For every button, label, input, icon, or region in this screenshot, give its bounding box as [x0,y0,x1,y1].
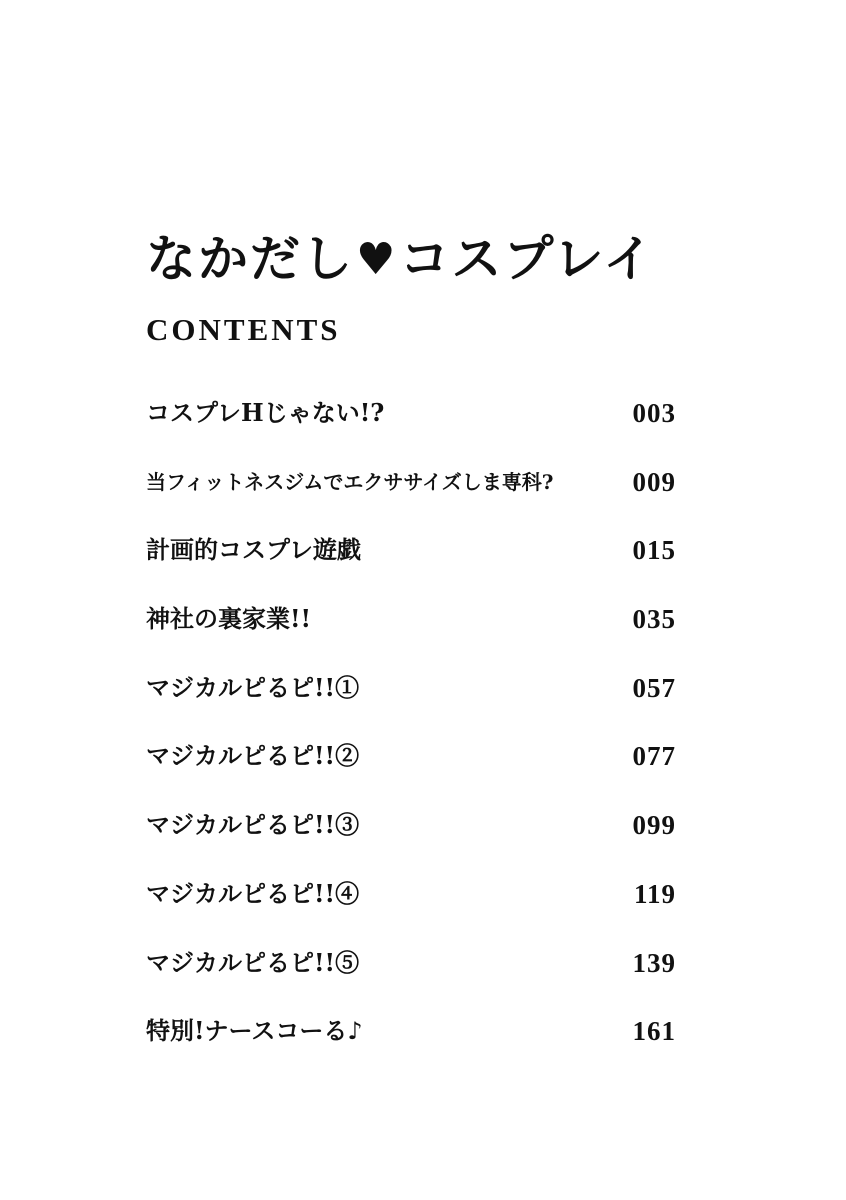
toc-entry-page: 015 [632,535,676,566]
toc-entry [146,530,676,599]
toc-entry-title: マジカルピるピ!!④ [146,878,360,908]
toc-entry-title: 神社の裏家業!! [146,604,312,634]
toc-entry [146,943,676,1012]
toc-entry [146,393,676,462]
toc-entry [146,736,676,805]
toc-entry [146,462,676,531]
toc-entry-title: マジカルピるピ!!⑤ [146,947,360,977]
toc-entry [146,805,676,874]
toc-entry-page: 139 [632,947,676,978]
toc-entry-title: マジカルピるピ!!① [146,672,360,702]
toc-entry-title: コスプレHじゃない!? [146,398,385,427]
toc-entry [146,599,676,668]
book-title: なかだし♥コスプレイ [146,228,655,288]
toc-entry-page: 161 [632,1016,676,1047]
toc-entry-page: 077 [632,741,676,772]
heart-icon: ♥ [356,233,398,285]
toc-entry-title: 特別!ナースコーる♪ [146,1016,363,1046]
toc-entry-title: マジカルピるピ!!② [146,741,360,771]
contents-heading: CONTENTS [146,312,341,347]
table-of-contents [146,393,676,1080]
toc-entry-page: 099 [632,810,676,841]
toc-entry-title: 当フィットネスジムでエクササイズしま専科? [146,469,554,494]
toc-entry-page: 119 [633,878,676,909]
toc-entry-title: マジカルピるピ!!③ [146,810,360,840]
toc-entry-title: 計画的コスプレ遊戯 [146,535,362,565]
toc-entry-page: 003 [632,398,676,428]
toc-entry [146,1011,676,1080]
toc-entry [146,874,676,943]
toc-entry [146,668,676,737]
toc-entry-page: 057 [632,672,676,703]
toc-entry-page: 035 [632,604,676,635]
toc-entry-page: 009 [632,466,676,497]
